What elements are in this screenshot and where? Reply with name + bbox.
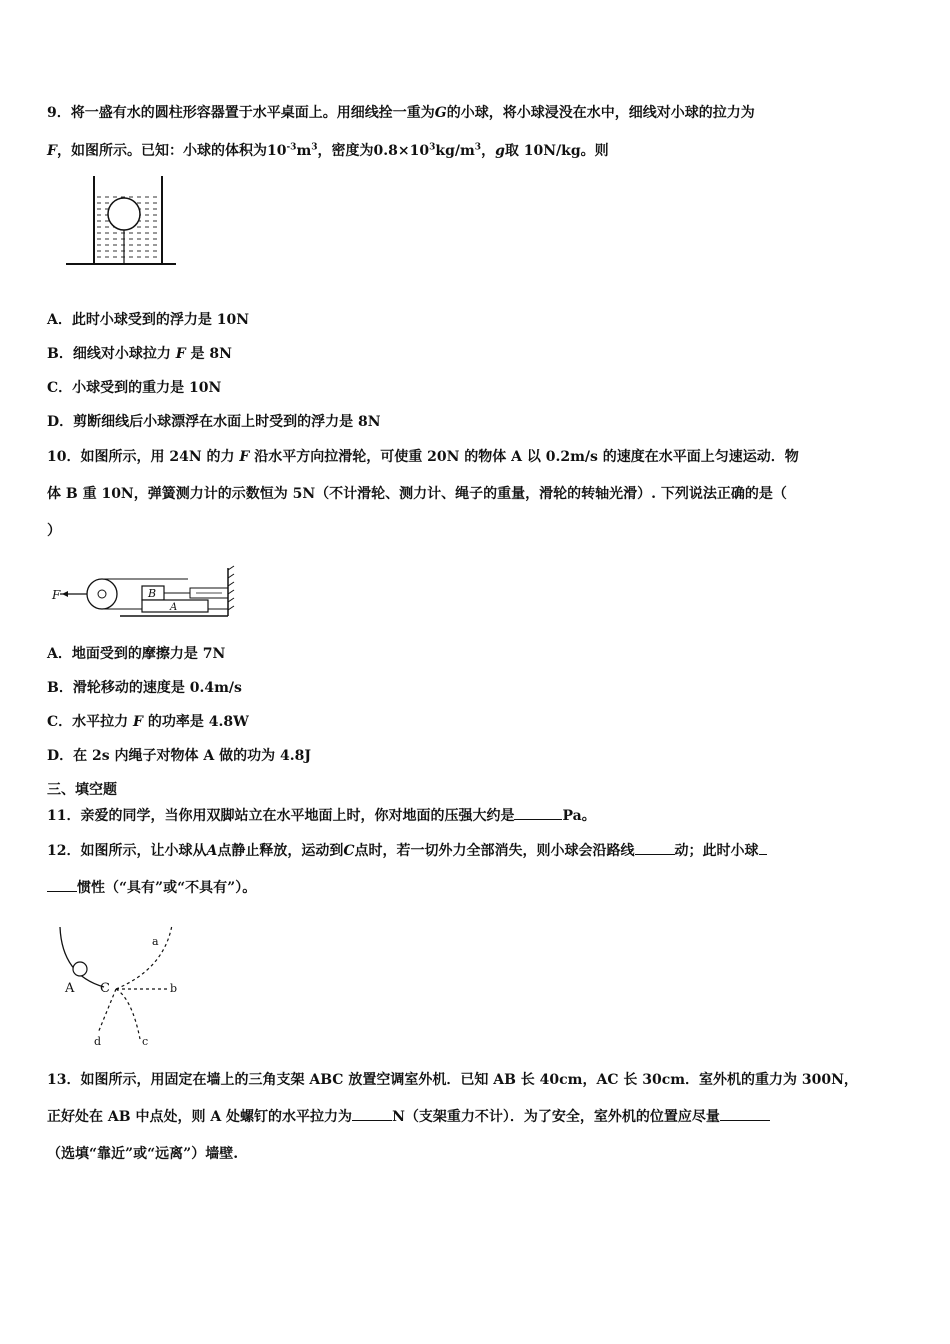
q10-line3: ） [47, 523, 61, 539]
q10-line2: 体 B 重 10N，弹簧测力计的示数恒为 5N（不计滑轮、测力计、绳子的重量，滑轮的转轴光滑）. 下列说法正确的是（ [47, 486, 787, 502]
q11-line: 11．亲爱的同学，当你用双脚站立在水平地面上时，你对地面的压强大约是 Pa。 [47, 808, 596, 824]
q12-label-b-path: b [170, 982, 178, 995]
q12-label-a-point: A [65, 981, 75, 996]
q9-line2: F，如图所示。已知：小球的体积为$10^{-3}m^3$，密度为$0.8\times 10^3kg/m^3$，g取 10N/kg。则 [47, 142, 609, 159]
q12-label-c-point: C [100, 981, 110, 996]
q9-container-figure [64, 170, 184, 270]
q10-label-a: A [170, 602, 178, 613]
q10-option-b: B．滑轮移动的速度是 0.4m/s [47, 680, 242, 696]
q13-line2: 正好处在 AB 中点处，则 A 处螺钉的水平拉力为 N（支架重力不计）．为了安全，室外机的位置应尽量 [47, 1106, 770, 1126]
q10-label-b: B [148, 587, 157, 600]
q12-line2: 惯性（“具有”或“不具有”）。 [47, 877, 256, 897]
q11-answer-blank[interactable] [514, 807, 562, 820]
q9-option-a: A．此时小球受到的浮力是 10N [47, 312, 250, 328]
q9-option-c: C．小球受到的重力是 10N [47, 380, 222, 396]
q10-pulley-figure [50, 566, 240, 624]
q12-line1: 12．如图所示，让小球从A点静止释放，运动到C点时，若一切外力全部消失，则小球会沿路线 动；此时小球 [47, 840, 767, 860]
q10-line1: 10．如图所示，用 24N 的力 F 沿水平方向拉滑轮，可使重 20N 的物体 A 以 0.2m/s 的速度在水平面上匀速运动．物 [47, 449, 799, 465]
q13-force-blank[interactable] [352, 1108, 392, 1121]
q9-option-d: D．剪断细线后小球漂浮在水面上时受到的浮力是 8N [47, 414, 381, 430]
q9-g-symbol: G [434, 105, 447, 121]
q10-label-f: F [52, 588, 61, 602]
q12-inertia-blank-start[interactable] [759, 842, 767, 855]
q13-position-blank[interactable] [720, 1108, 770, 1121]
q12-label-d-path: d [94, 1035, 102, 1048]
q12-inertia-blank[interactable] [47, 879, 77, 892]
q13-line1: 13．如图所示，用固定在墙上的三角支架 ABC 放置空调室外机．已知 AB 长 40cm，AC 长 30cm．室外机的重力为 300N， [47, 1072, 858, 1088]
q12-label-c-path: c [142, 1035, 149, 1048]
section-3-title: 三、填空题 [47, 782, 117, 798]
q10-option-a: A．地面受到的摩擦力是 7N [47, 646, 226, 662]
q10-option-c: C．水平拉力 F 的功率是 4.8W [47, 714, 249, 730]
q10-option-d: D．在 2s 内绳子对物体 A 做的功为 4.8J [47, 748, 311, 764]
q9-option-b: B．细线对小球拉力 F 是 8N [47, 346, 232, 362]
q12-ball-path-figure [56, 925, 196, 1051]
q12-label-a-path: a [152, 935, 159, 948]
q9-line1: 9．将一盛有水的圆柱形容器置于水平桌面上。用细线拴一重为G的小球，将小球浸没在水中，细线对小球的拉力为 [47, 105, 755, 121]
q13-line3: （选填“靠近”或“远离”）墙壁. [47, 1146, 239, 1162]
q12-path-blank[interactable] [635, 842, 675, 855]
